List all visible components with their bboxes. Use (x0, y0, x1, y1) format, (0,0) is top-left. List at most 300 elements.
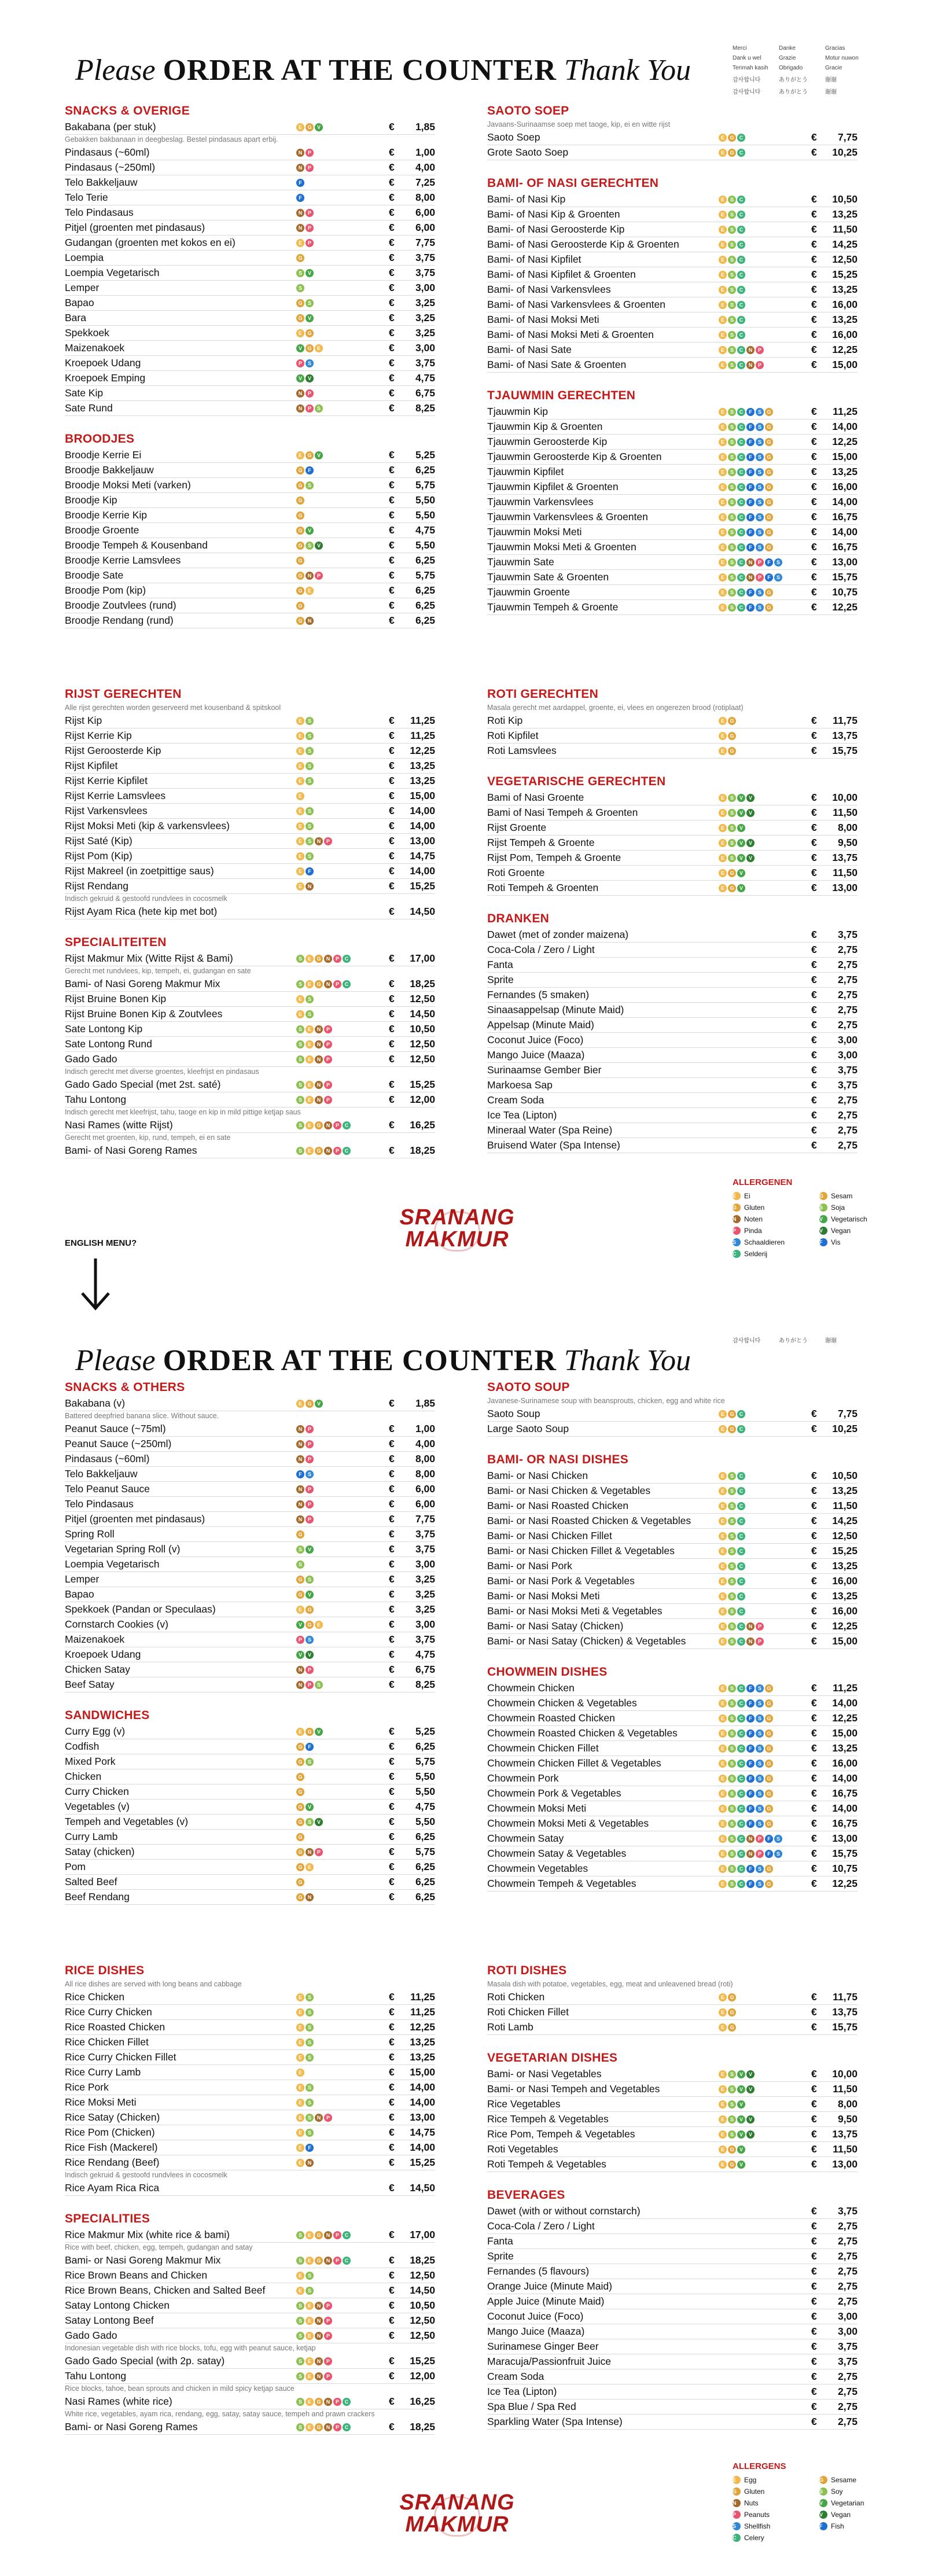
vgn-allergen-icon: V (306, 1651, 314, 1659)
item-name: Rijst Geroosterde Kip (65, 745, 161, 756)
currency-symbol: € (389, 312, 395, 323)
item-price: 3,25 (415, 1603, 435, 1615)
menu-item (65, 1860, 435, 1875)
nut-allergen-icon: N (324, 2257, 332, 2265)
item-price: 12,00 (410, 2370, 435, 2382)
currency-symbol: € (811, 2006, 817, 2018)
item-name: Curry Egg (v) (65, 1725, 126, 1737)
item-name: Rijst Groente (487, 822, 547, 833)
menu-item (65, 190, 435, 205)
item-price: 1,00 (415, 146, 435, 158)
currency-symbol: € (389, 267, 395, 278)
egg-allergen-icon: E (719, 1775, 727, 1783)
thank-you-word: Gracias (825, 45, 845, 51)
egg-allergen-icon: E (719, 1850, 727, 1858)
nut-allergen-icon: N (315, 1096, 323, 1104)
item-price: 16,75 (832, 511, 858, 522)
menu-item (487, 1574, 858, 1589)
pea-allergen-icon: P (333, 1147, 341, 1155)
menu-section (65, 2212, 435, 2435)
cel-allergen-icon: C (737, 241, 745, 249)
veg-allergen-icon: V (296, 1651, 304, 1659)
item-price: 13,25 (832, 466, 858, 477)
allergen-legend-item (819, 1192, 906, 1200)
menu-item (65, 2181, 435, 2196)
currency-symbol: € (811, 2416, 817, 2427)
fsh-allergen-icon: F (765, 573, 773, 582)
glu-allergen-icon: G (315, 1147, 323, 1155)
menu-item (487, 2234, 858, 2249)
egg-allergen-icon: E (719, 2085, 727, 2093)
egg-allergen-icon: E (296, 2129, 304, 2137)
menu-item (487, 2204, 858, 2219)
item-name: Roti Groente (487, 867, 545, 878)
soy-allergen-icon: S (315, 1681, 323, 1689)
cel-allergen-icon: C (737, 1410, 745, 1418)
menu-item (65, 1815, 435, 1830)
item-name: Roti Chicken Fillet (487, 2006, 569, 2018)
pea-allergen-icon: P (324, 1055, 332, 1063)
item-price: 5,75 (415, 479, 435, 491)
item-name: Mixed Pork (65, 1756, 116, 1767)
item-name: Tjauwmin Sate (487, 556, 554, 568)
menu-item (487, 713, 858, 728)
menu-section (65, 1381, 435, 1692)
soy-allergen-icon: S (296, 1096, 304, 1104)
menu-item (65, 523, 435, 538)
item-price: 12,50 (410, 2330, 435, 2341)
cel-allergen-icon: C (343, 1147, 351, 1155)
cel-allergen-icon: C (737, 1790, 745, 1798)
dish-description: Indonesian vegetable dish with rice blocks, tofu, egg with peanut sauce, ketjap (65, 2344, 316, 2352)
item-price: 2,75 (837, 944, 858, 955)
cel-allergen-icon: C (343, 2398, 351, 2406)
currency-symbol: € (389, 1725, 395, 1737)
section-title: TJAUWMIN GERECHTEN (487, 389, 636, 402)
glu-allergen-icon: G (728, 869, 736, 877)
currency-symbol: € (811, 1408, 817, 1419)
section-title: SPECIALITEITEN (65, 936, 167, 949)
pea-allergen-icon: P (756, 558, 764, 566)
egg-allergen-icon: E (719, 2146, 727, 2154)
egg-allergen-icon: E (306, 980, 314, 988)
soy-allergen-icon: S (306, 1818, 314, 1826)
menu-item (65, 864, 435, 879)
item-price: 7,25 (415, 176, 435, 188)
item-price: 2,75 (837, 2265, 858, 2277)
currency-symbol: € (389, 494, 395, 506)
allergen-label: Peanuts (744, 2511, 770, 2519)
cel-allergen-icon: C (737, 1562, 745, 1570)
item-price: 12,25 (832, 436, 858, 447)
soy-allergen-icon: S (728, 1880, 736, 1888)
soy-allergen-icon: S (728, 361, 736, 369)
item-name: Satay (chicken) (65, 1846, 135, 1857)
currency-symbol: € (811, 1590, 817, 1602)
currency-symbol: € (811, 359, 817, 370)
section-title: SPECIALITIES (65, 2212, 150, 2225)
item-name: Bami- or Nasi Moksi Meti (487, 1590, 600, 1602)
item-price: 6,25 (415, 1861, 435, 1872)
egg-allergen-icon: E (719, 869, 727, 877)
allergen-legend-item (819, 1215, 906, 1223)
allergen-icons (719, 558, 811, 566)
allergen-icons (296, 617, 389, 625)
allergen-icons (296, 955, 389, 963)
menu-item (487, 2127, 858, 2142)
item-name: Dawet (with or without cornstarch) (487, 2205, 641, 2217)
allergen-icons (719, 301, 811, 309)
cel-allergen-icon: C (737, 149, 745, 157)
egg-allergen-icon: E (719, 1993, 727, 2001)
egg-allergen-icon: E (719, 423, 727, 431)
item-name: Bami- or Nasi Moksi Meti & Vegetables (487, 1605, 663, 1617)
glu-allergen-icon: G (728, 2161, 736, 2169)
veg-allergen-icon: V (737, 869, 745, 877)
pea-allergen-icon: P (333, 955, 341, 963)
item-name: Bami- or Nasi Satay (Chicken) (487, 1620, 624, 1632)
menu-item (487, 2400, 858, 2415)
dish-description: Indisch gekruid & gestoofd rundvlees in cocosmelk (65, 2171, 227, 2179)
currency-symbol: € (389, 865, 395, 877)
menu-section (487, 2188, 858, 2430)
egg-allergen-icon: E (296, 717, 304, 725)
currency-symbol: € (389, 2330, 395, 2341)
section-title: SNACKS & OVERIGE (65, 104, 190, 117)
pea-allergen-icon: P (324, 2114, 332, 2122)
item-price: 3,25 (415, 297, 435, 308)
egg-allergen-icon: E (719, 1547, 727, 1555)
allergen-legend-item (733, 2499, 819, 2507)
item-name: Cream Soda (487, 2371, 544, 2382)
menu-item (65, 2253, 435, 2268)
fsh-allergen-icon: F (306, 867, 314, 875)
allergen-icons (719, 1502, 811, 1510)
egg-allergen-icon: E (719, 2130, 727, 2139)
soy-allergen-icon: S (296, 269, 304, 277)
fsh-allergen-icon: F (746, 468, 755, 476)
cel-allergen-icon: C (737, 1699, 745, 1707)
menu-item (487, 1469, 858, 1484)
menu-item (65, 1990, 435, 2005)
egg-allergen-icon: E (719, 211, 727, 219)
allergen-icons (296, 239, 389, 247)
soy-allergen-icon: S (728, 331, 736, 339)
allergen-icons (296, 2114, 389, 2122)
glu-allergen-icon: G (306, 1606, 314, 1614)
currency-symbol: € (389, 1543, 395, 1555)
allergen-label: Pinda (744, 1227, 762, 1235)
menu-item (487, 836, 858, 851)
fsh-allergen-icon: F (819, 2522, 827, 2530)
item-name: Bami- of Nasi Kipfilet (487, 253, 582, 265)
item-price: 14,00 (832, 526, 858, 538)
currency-symbol: € (389, 1397, 395, 1409)
allergen-icons (719, 1517, 811, 1525)
menu-item (65, 1118, 435, 1133)
currency-symbol: € (389, 2096, 395, 2108)
item-name: Satay Lontong Beef (65, 2314, 154, 2326)
item-name: Rice Tempeh & Vegetables (487, 2113, 609, 2125)
shf-allergen-icon: S (774, 573, 782, 582)
item-name: Bami- of Nasi Geroosterde Kip (487, 223, 625, 235)
menu-item (487, 790, 858, 805)
pea-allergen-icon: P (333, 1121, 341, 1129)
currency-symbol: € (389, 1861, 395, 1872)
currency-symbol: € (811, 1878, 817, 1889)
cel-allergen-icon: C (737, 408, 745, 416)
vgn-allergen-icon: V (746, 2115, 755, 2124)
item-name: Broodje Kerrie Lamsvlees (65, 554, 181, 566)
cel-allergen-icon: C (737, 1547, 745, 1555)
veg-allergen-icon: V (737, 809, 745, 817)
currency-symbol: € (811, 1620, 817, 1632)
glu-allergen-icon: G (296, 1576, 304, 1584)
menu-item (487, 297, 858, 312)
egg-allergen-icon: E (719, 468, 727, 476)
cel-allergen-icon: C (737, 438, 745, 446)
soy-allergen-icon: S (728, 1699, 736, 1707)
item-name: Chowmein Chicken Fillet (487, 1742, 599, 1754)
shf-allergen-icon: S (756, 453, 764, 461)
shf-allergen-icon: S (774, 558, 782, 566)
currency-symbol: € (389, 1664, 395, 1675)
egg-allergen-icon: E (719, 1745, 727, 1753)
item-name: Kroepoek Emping (65, 372, 146, 384)
fsh-allergen-icon: F (746, 498, 755, 506)
item-name: Gudangan (groenten met kokos en ei) (65, 237, 236, 248)
item-price: 10,25 (832, 1423, 858, 1434)
currency-symbol: € (811, 1991, 817, 2003)
menu-item (487, 1078, 858, 1093)
currency-symbol: € (389, 1023, 395, 1035)
item-name: Maracuja/Passionfruit Juice (487, 2356, 611, 2367)
soy-allergen-icon: S (306, 2008, 314, 2016)
cel-allergen-icon: C (737, 468, 745, 476)
item-name: Rice Pork (65, 2081, 109, 2093)
menu-item (65, 951, 435, 966)
menu-item (65, 2354, 435, 2369)
menu-item (65, 2420, 435, 2435)
currency-symbol: € (389, 952, 395, 964)
item-price: 6,25 (415, 464, 435, 476)
allergen-icons (719, 543, 811, 551)
currency-symbol: € (811, 526, 817, 538)
egg-allergen-icon: E (719, 1790, 727, 1798)
allergen-icons (296, 451, 389, 459)
item-price: 13,00 (410, 835, 435, 847)
currency-symbol: € (811, 2235, 817, 2247)
nut-allergen-icon: N (746, 573, 755, 582)
nut-allergen-icon: N (306, 617, 314, 625)
item-name: Chowmein Tempeh & Vegetables (487, 1878, 636, 1889)
glu-allergen-icon: G (296, 481, 304, 490)
item-name: Codfish (65, 1740, 100, 1752)
currency-symbol: € (389, 554, 395, 566)
menu-item (487, 343, 858, 358)
cel-allergen-icon: C (737, 331, 745, 339)
item-name: Bami- of Nasi Moksi Meti & Groenten (487, 329, 654, 340)
allergen-icons (719, 2115, 811, 2124)
veg-allergen-icon: V (296, 374, 304, 382)
menu-item (65, 1527, 435, 1542)
item-price: 2,75 (837, 1094, 858, 1106)
egg-allergen-icon: E (296, 747, 304, 755)
menu-item (487, 2324, 858, 2339)
menu-item (487, 1756, 858, 1771)
fsh-allergen-icon: F (765, 1850, 773, 1858)
menu-item (487, 570, 858, 585)
fsh-allergen-icon: F (746, 1729, 755, 1738)
allergen-label: Soja (831, 1204, 845, 1212)
egg-allergen-icon: E (306, 2257, 314, 2265)
currency-symbol: € (389, 775, 395, 786)
item-price: 3,75 (837, 2356, 858, 2367)
item-price: 10,75 (832, 1863, 858, 1874)
item-price: 6,75 (415, 387, 435, 399)
item-price: 2,75 (837, 974, 858, 985)
soy-allergen-icon: S (306, 1758, 314, 1766)
soy-allergen-icon: S (728, 1607, 736, 1615)
shf-allergen-icon: S (774, 1835, 782, 1843)
thank-you-word: 谢谢 (825, 89, 837, 95)
currency-symbol: € (389, 1528, 395, 1540)
currency-symbol: € (811, 2310, 817, 2322)
menu-item (487, 2142, 858, 2157)
item-price: 3,25 (415, 1588, 435, 1600)
menu-item (487, 207, 858, 222)
egg-allergen-icon: E (296, 2099, 304, 2107)
menu-item (65, 1007, 435, 1022)
item-name: Broodje Pom (kip) (65, 584, 146, 596)
item-price: 14,00 (832, 1802, 858, 1814)
allergen-icons (719, 149, 811, 157)
cel-allergen-icon: C (737, 316, 745, 324)
glu-allergen-icon: G (296, 1773, 304, 1781)
menu-item (487, 1529, 858, 1544)
soy-allergen-icon: S (306, 2114, 314, 2122)
menu-item (65, 538, 435, 553)
currency-symbol: € (811, 2280, 817, 2292)
menu-item (487, 2384, 858, 2400)
item-name: Bami- or Nasi Goreng Rames (65, 2421, 198, 2433)
veg-allergen-icon: V (737, 2146, 745, 2154)
allergen-legend-item (733, 1250, 819, 1258)
item-name: Coca-Cola / Zero / Light (487, 944, 595, 955)
glu-allergen-icon: G (296, 587, 304, 595)
item-price: 15,25 (410, 1079, 435, 1090)
item-name: Rice Rendang (Beef) (65, 2157, 160, 2168)
header-order: ORDER AT THE COUNTER (163, 1344, 557, 1377)
item-name: Maizenakoek (65, 342, 125, 354)
item-name: Rijst Tempeh & Groente (487, 837, 595, 848)
nut-allergen-icon: N (296, 1666, 304, 1674)
item-name: Broodje Kip (65, 494, 117, 506)
item-price: 3,75 (415, 357, 435, 369)
allergen-icons (296, 404, 389, 413)
item-price: 10,25 (832, 146, 858, 158)
currency-symbol: € (389, 2269, 395, 2281)
glu-allergen-icon: G (296, 1788, 304, 1796)
item-price: 3,00 (415, 1618, 435, 1630)
right-column-bottom (487, 1964, 858, 2446)
item-name: Bami of Nasi Groente (487, 792, 584, 803)
soy-allergen-icon: S (728, 256, 736, 264)
allergen-icons (296, 1788, 389, 1796)
currency-symbol: € (389, 2229, 395, 2240)
item-name: Tjauwmin Tempeh & Groente (487, 601, 619, 613)
shf-allergen-icon: S (756, 438, 764, 446)
pea-allergen-icon: P (756, 1622, 764, 1631)
allergen-icons (296, 389, 389, 398)
egg-allergen-icon: E (719, 1622, 727, 1631)
item-name: Roti Lamsvlees (487, 745, 557, 756)
allergen-icons (719, 1820, 811, 1828)
soy-allergen-icon: S (728, 1487, 736, 1495)
soy-allergen-icon: S (728, 588, 736, 597)
currency-symbol: € (389, 2157, 395, 2168)
menu-item (65, 341, 435, 356)
thank-you-word: ありがとう (779, 89, 808, 95)
item-name: Rijst Makreel (in zoetpittige saus) (65, 865, 214, 877)
veg-allergen-icon: V (737, 2115, 745, 2124)
egg-allergen-icon: E (296, 2038, 304, 2047)
currency-symbol: € (389, 1846, 395, 1857)
egg-allergen-icon: E (719, 2115, 727, 2124)
egg-allergen-icon: E (733, 1192, 741, 1200)
soy-allergen-icon: S (306, 2023, 314, 2032)
egg-allergen-icon: E (296, 837, 304, 845)
logo (370, 1206, 544, 1258)
menu-section (65, 104, 435, 416)
egg-allergen-icon: E (306, 1096, 314, 1104)
header-thanks: Thank You (564, 54, 691, 87)
allergen-label: Nuts (744, 2499, 759, 2507)
allergen-icons (296, 1878, 389, 1886)
pea-allergen-icon: P (756, 1850, 764, 1858)
currency-symbol: € (389, 146, 395, 158)
menu-item (65, 1739, 435, 1754)
currency-symbol: € (811, 852, 817, 863)
pea-allergen-icon: P (333, 2257, 341, 2265)
soy-allergen-icon: S (728, 809, 736, 817)
currency-symbol: € (389, 2299, 395, 2311)
allergen-icons (719, 809, 811, 817)
allergen-icons (296, 2287, 389, 2295)
allergen-icons (296, 1485, 389, 1493)
currency-symbol: € (389, 524, 395, 536)
soy-allergen-icon: S (315, 404, 323, 413)
glu-allergen-icon: G (765, 438, 773, 446)
veg-allergen-icon: V (306, 269, 314, 277)
currency-symbol: € (811, 1787, 817, 1799)
allergen-icons (296, 2317, 389, 2325)
pea-allergen-icon: P (324, 1040, 332, 1048)
menu-item (65, 371, 435, 386)
item-name: Bara (65, 312, 86, 323)
veg-allergen-icon: V (315, 1400, 323, 1408)
item-price: 6,75 (415, 1664, 435, 1675)
item-name: Bami- of Nasi Kip (487, 193, 566, 205)
menu-item (487, 1048, 858, 1063)
item-name: Rice Chicken (65, 1991, 125, 2003)
item-name: Rice Pom, Tempeh & Vegetables (487, 2128, 635, 2140)
section-title: BEVERAGES (487, 2188, 565, 2202)
item-name: Broodje Zoutvlees (rund) (65, 599, 176, 611)
cel-allergen-icon: C (737, 271, 745, 279)
egg-allergen-icon: E (719, 2008, 727, 2016)
currency-symbol: € (389, 614, 395, 626)
